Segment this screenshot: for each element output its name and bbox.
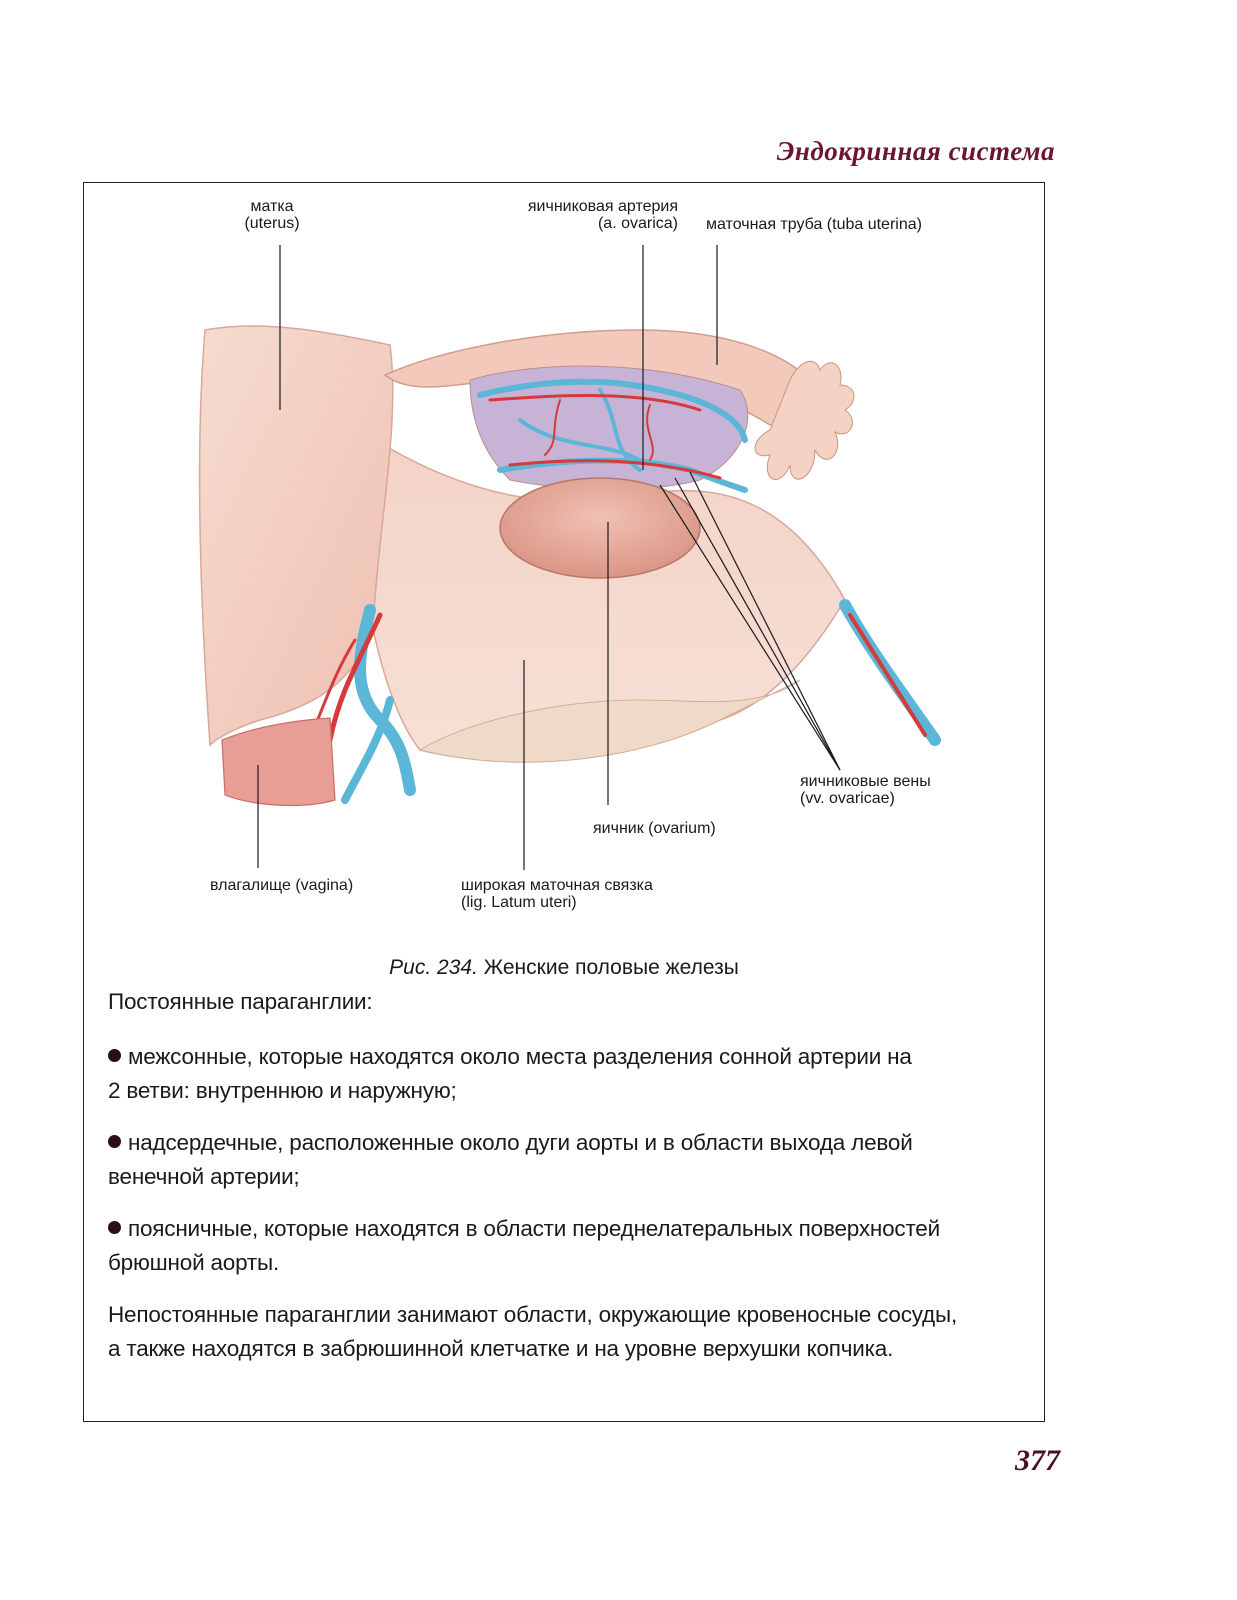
- label-fallopian-tube: маточная труба (tuba uterina): [706, 216, 922, 233]
- bullet-item: поясничные, которые находятся в области переднелатеральных поверхностей брюшной аорты.: [108, 1216, 940, 1275]
- bullet-item: межсонные, которые находятся около места разделения сонной артерии на 2 ветви: внутреннюю и наружную;: [108, 1044, 912, 1103]
- label-broad-ligament: широкая маточная связка (lig. Latum uteri): [461, 877, 653, 911]
- figure-caption-text: Женские половые железы: [477, 956, 739, 979]
- label-uterus: матка (uterus): [244, 198, 300, 232]
- vagina-shape: [222, 718, 335, 805]
- intro-paragraph: Постоянные параганглии:: [108, 989, 373, 1014]
- bullet-dot-icon: [108, 1135, 121, 1148]
- bullet-dot-icon: [108, 1049, 121, 1062]
- figure-number: Рис. 234.: [389, 956, 478, 979]
- ovary-shape: [500, 478, 700, 578]
- closing-paragraph: Непостоянные параганглии занимают области, окружающие кровеносные сосуды, а также находятся в забрюшинной клетчатке и на уровне верхушки копчика.: [108, 1302, 958, 1361]
- label-ovary: яичник (ovarium): [593, 820, 716, 837]
- bullet-dot-icon: [108, 1221, 121, 1234]
- label-ovarian-artery: яичниковая артерия (a. ovarica): [527, 198, 678, 232]
- figure-caption: [83, 956, 1045, 980]
- bullet-item: надсердечные, расположенные около дуги аорты и в области выхода левой венечной артерии;: [108, 1130, 913, 1189]
- label-ovarian-veins: яичниковые вены (vv. ovaricae): [800, 773, 931, 807]
- running-head: Эндокринная система: [776, 136, 1055, 166]
- label-vagina: влагалище (vagina): [210, 877, 354, 894]
- right-ovarian-vessels: [845, 605, 935, 740]
- page-number: 377: [1015, 1444, 1060, 1477]
